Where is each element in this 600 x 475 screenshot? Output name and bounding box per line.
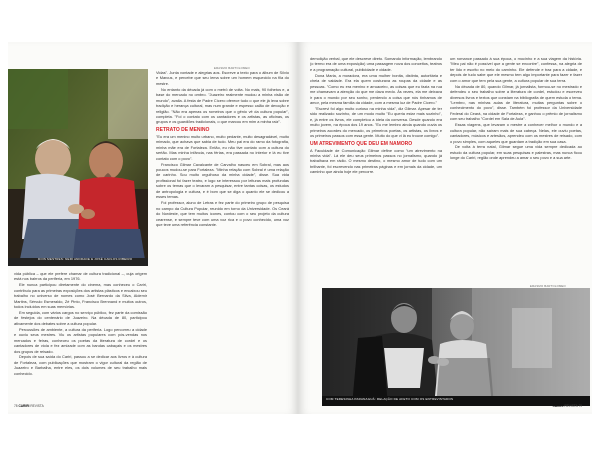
subheading: RETRATO DE MENINO (156, 126, 210, 133)
paragraph: Em seguida, com vários cargos no serviço público, fez parte da comissão de festejos do centenário de Juazeiro. Na década de 80, participou ativamente dos debates sobre a cultura popular. (14, 309, 147, 326)
left-page (8, 42, 298, 414)
paragraph: Na década de 80, quando Gilmar, já jornalista, formou-se no mestrado e defendeu o seu trabalho sobre a literatura de cordel, estudou e escreveu diversos livros e textos que constam na bibliografia de quem estuda o tema. "Lembro, nas minhas aulas de literatura, muitas perguntas sobre o conhecimento do povo", disse. Também foi professor da Universidade Federal do Ceará, na cidade de Fortaleza, e ganhou o prêmio de jornalismo com seu trabalho "Cordel em Sala de Aula". (450, 83, 582, 122)
paragraph: Vidas". Junta vontade e alegrias aos. Escreve a texto para o álbum de Sílvio e Marcus, e percebe que seu lema sobre um homem esquecido na fila do mestre. (156, 70, 289, 86)
paragraph: um romance passado à sua época, o mocinho e a sua viagem da história. "Meu pai não é possível que a gente se encontre", confessa, na alegria de ter lido e escrito no meio do caminho. Ele defende e traz para a cidade, e depois de tudo sabe que ele mesmo tem algo importante para fazer e fazer com o amor que tem pela sua gente, a cultura popular de sua terra. (450, 56, 582, 83)
paragraph: Percussões de ambiente, a cultura da periferia. Logo percorreu a cidade e ouviu seus mestres. Viu os artistas populares com pós-vendas nos mercados e feiras, conheceu os poetas da literatura de cordel e os cantadores de viola e fez amizade com as bandas cabaçais e os mestres dos grupos de reisado. (14, 326, 147, 354)
paragraph: De volta à terra natal, Gilmar segue uma vida sempre dedicada ao estudo da cultura popular, em suas pesquisas e palestras, mas nunca ficou longe do Cariri, região onde aprendeu a amar o seu povo e a sua arte. (450, 144, 582, 161)
magazine-name: CARIRI (552, 404, 564, 408)
left-column-1 (14, 271, 147, 405)
photo-man-and-woman (322, 288, 590, 406)
paragraph: vida pública – que ele prefere chamar de cultura tradicional –, cuja origem está nos bairros da periferia, em 1976. (14, 271, 147, 282)
left-column-2 (156, 70, 289, 405)
magazine-name: CARIRI (18, 404, 30, 408)
photo-caption: COM TERESINHA PARANAGUÁ: RELAÇÃO DE AFETO COM OS ENTREVISTADOS (326, 397, 454, 401)
paragraph: Francisco Gilmar Cavalcante de Carvalho nasceu em Sobral, mas aos poucos mudou-se para Fortaleza. "Minha relação com Sobral é uma relação de carinho. Sou muito orgulhoso da minha cidade", disse. Sua vida profissional foi fazer teatro, e logo se interessou por leituras mais profundas sobre os temas que o levaram a pesquisar, entre tantas coisas, os estudos de antropologia e cultura, e é bom que se diga o quanto ele se dedicou a esses temas. (156, 161, 289, 200)
paragraph: Foi professor, aluno de Letras e fez parte do primeiro grupo de pesquisa no campo da Cultura Popular, reunido em torno da Universidade. Os Ceará do Nordeste, que tem muitos ícones, contou com o seu projeto da cultura cearense, e sempre teve com uma voz rica e o povo conhecido, uma voz que teve uma referência constante. (156, 200, 289, 227)
photo-caption: DOIS MESTRES: NERI ANDRADE E JOSÉ CARLOS RIBEIRO (38, 257, 133, 261)
paragraph: Ele nunca participou diretamente do cinema, mas conheceu o Cariri, contribuiu para as primeiras exposições dos artistas plásticos e encaixou seu trabalho no universo de nomes como José Bernardo da Silva, Aldemir Martins, Sérvulo Esmeraldo, Zé Pinto, Francisco Brennand e muitos outros, todos incluídos em suas memórias. (14, 282, 147, 310)
paragraph: No entanto da década já com o metrô de volta. No mais, 90 folhetos e, a base do mercado no ombro. "Juazeiro realmente mudou a minha visão de mundo", avalia. A festa de Padre Cícero oferece tudo o que ele já leva sobre tradição e herança cultural, mas num grande e espesso calão de devoção e religião. "Não era apenas os romeiros que o gênio vê da cultura popular", completa. "Foi o contato com os cantadores e os artistas, as oficinas, os grupos e os guardiões tradicionais, o que marcou em mim a minha raiz". (156, 86, 289, 125)
right-column-2 (450, 56, 582, 278)
right-column-1 (310, 56, 442, 288)
photo-credit: ERASMO BARTOLOMEO (214, 66, 250, 70)
paragraph: A Faculdade de Comunicação Gilmar define como "um atrevimento na minha vida". Lá ele deu seus primeiros passos no jornalismo, quando já trabalhava em rádio. O mesmo destino, o mesmo amor de tudo com um brilhante, foi escrevendo nas primeiras páginas e em jornais da cidade, um caminho que ainda hoje ele percorre. (310, 147, 442, 175)
page-number: 79 (578, 404, 582, 408)
page-number: 78 (14, 404, 18, 408)
section-name: REVISTA (30, 404, 44, 408)
paragraph: Essas viagens, que levaram o mestre a conhecer melhor o mundo e a cultura popular, não saíram mais de sua cabeça. Nelas, ele ouviu poetas, cantadores, músicos e artesãos, aprendeu com os mestres de reisado, com o povo simples, com aqueles que guardam a tradição em sua casa. (450, 122, 582, 144)
left-page-footer (14, 404, 44, 408)
paragraph: Dona Maria, a moradora, era uma mulher bonita, distinta, autoritária e cheia de vaidade. Era ela quem costurava as roupas da cidade e as pessoas. "Como eu era menino e arruaceiro, as coisas que eu fazia na rua me chamavam a atenção do que me dava medo. Às vezes, ela me deixava ir para o mundo por seu sonho, perdendo a coisa que nós tínhamos de amor, pela mesma família da cidade, com a mesma luz de Padre Cícero." (310, 72, 442, 106)
right-page-footer (552, 404, 582, 408)
paragraph: demolição verbal, que ele descreve direto. Somando informação, lembrando (o termo era de uma exposição) uma passagem nova dos conceitos, teatros e a programação cultural, publicidade e cidade. (310, 56, 442, 72)
right-page (298, 42, 592, 414)
photo-two-men-talking (8, 69, 148, 266)
subheading: UM ATREVIMENTO QUE DEU EM NAMORO (310, 140, 413, 147)
photo-credit: ERASMO BARTOLOMEO (530, 284, 566, 288)
paragraph: "Escrevi foi algo muito curioso na minha vida", diz Gilmar. Apesar de ter sido realizado sozinho, de um modo muito "Eu queria estar mais sozinho", e, já entre os livros, ele completou a ideia da conversa. Desde quando era muito jovem, na época dos 19 anos. "Eu me lembro ainda quando ouvia os primeiros acordes do mercado, os primeiros poetas, os artistas, os livros e os primeiros passos com essa gente. Muito do que vi lá eu trouxe comigo". (310, 105, 442, 139)
paragraph: Depois de sua saída do Cariri, passou a se dedicar aos livros e à cultura de Fortaleza, com publicações que mostram o vigor cultural da região de Juazeiro e Barbalha, entre eles, os dois volumes de seu trabalho mais conhecido. (14, 354, 147, 376)
section-name: REVISTA (564, 404, 578, 408)
paragraph: "Eu era um menino muito urbano, muito pedante, muito desagradável, muito mimado, que achava que sabia de tudo. Meu pai era do ramo da fotografia, minha mãe era de Fortaleza. Então, eu não tive contato com a cultura do sertão. Mas minha infância, nas férias, era passada no interior e lá eu tive contato com o povo". (156, 133, 289, 161)
